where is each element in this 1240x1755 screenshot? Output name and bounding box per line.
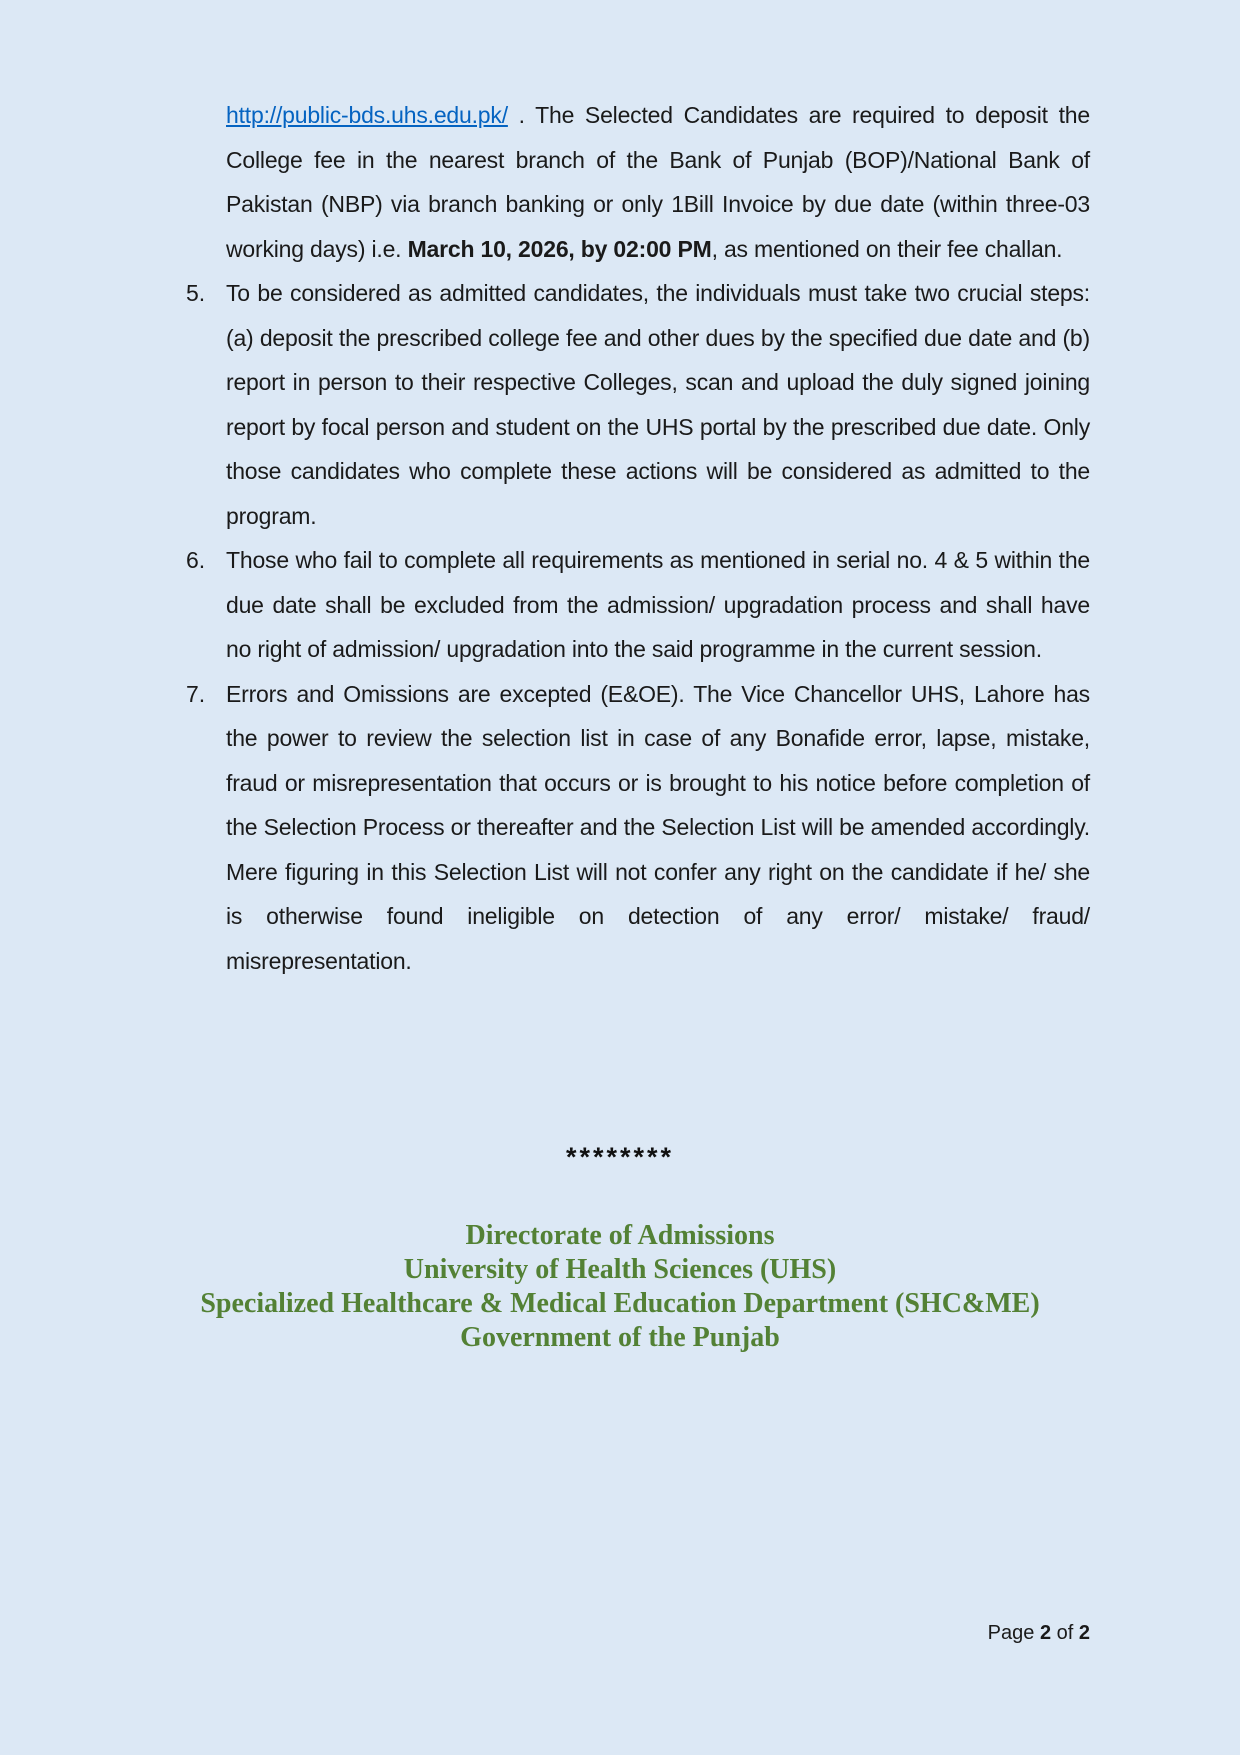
deadline-bold-text: March 10, 2026, by 02:00 PM [407,235,712,262]
signature-line: Government of the Punjab [460,1322,780,1353]
page-number-footer [988,1622,1090,1645]
signature-line: Directorate of Admissions [465,1220,775,1251]
list-item-number: 6. [186,547,206,573]
list-item [186,672,1090,984]
separator-asterisks: ******** [565,1142,675,1172]
portal-url-link[interactable]: http://public-bds.uhs.edu.pk/ [226,102,508,128]
body-text: Those who fail to complete all requirements as mentioned in serial no. 4 & 5 within the due date shall be excluded from the admission/ upgradation process and shall have no right of admission/ upgradation into the said programme in the current session. [226,547,1090,662]
list-item-text [226,271,1090,538]
body-text: , as mentioned on their fee challan. [711,235,1063,262]
list-item [226,93,1090,271]
signature-line: University of Health Sciences (UHS) [403,1254,837,1285]
body-text: Errors and Omissions are excepted (E&OE). The Vice Chancellor UHS, Lahore has the power to review the selection list in case of any Bonafide error, lapse, mistake, fraud or misrepresentation that occurs or is brought to his notice before completion of the Selection Process or thereafter and the Selection List will be amended accordingly. Mere figuring in this Selection List will not confer any right on the candidate if he/ she is otherwise found ineligible on detection of any error/ mistake/ fraud/ misrepresentation. [226,680,1090,974]
list-item-text [226,93,1090,271]
list-item-number: 7. [186,680,206,707]
list-item-text [226,538,1090,672]
footer-of-label: of [1056,1622,1074,1644]
body-text: To be considered as admitted candidates, the individuals must take two crucial steps: (a) deposit the prescribed college fee and other dues by the specified due date and (b) report in person to their respective Colleges, scan and upload the duly signed joining report by focal person and student on the UHS portal by the prescribed due date. Only those candidates who complete these actions will be considered as admitted to the program. [226,280,1090,529]
notice-body [186,93,1090,983]
notice-list [186,93,1090,983]
footer-page-label: Page [987,1622,1035,1644]
footer-page-total: 2 [1078,1622,1090,1644]
list-item-text [226,672,1090,984]
signature-line: Specialized Healthcare & Medical Education Department (SHC&ME) [200,1288,1040,1319]
signature-block [150,1219,1090,1355]
list-item [186,271,1090,538]
list-item-number: 5. [186,280,206,306]
body-text: . The Selected Candidates are required to deposit the College fee in the nearest branch of the Bank of Punjab (BOP)/National Bank of Pakistan (NBP) via branch banking or only 1Bill Invoice by due date (within three-03 working days) i.e. [226,102,1090,262]
footer-page-current: 2 [1039,1622,1052,1644]
list-item [186,538,1090,672]
